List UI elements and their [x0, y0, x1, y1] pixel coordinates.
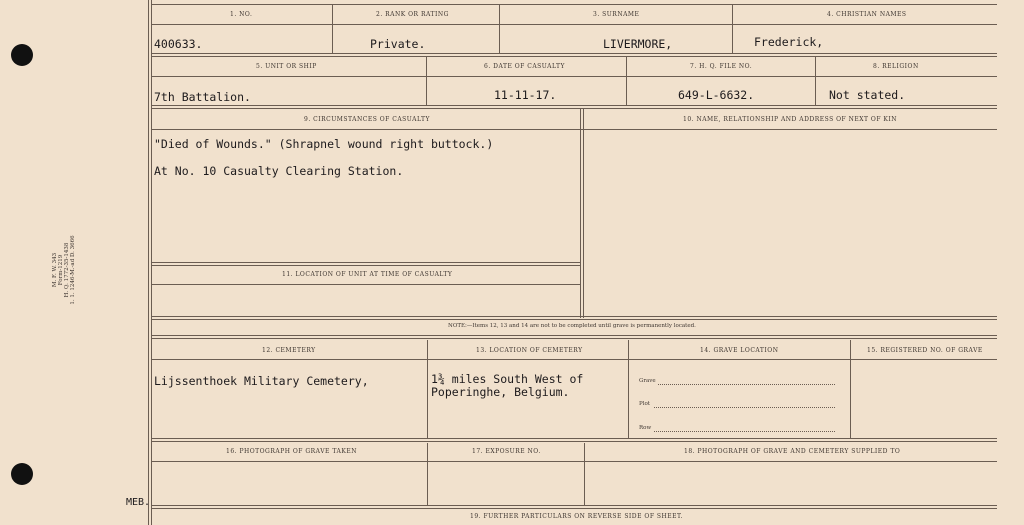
circumstances-line-1: "Died of Wounds." (Shrapnel wound right buttock.)	[154, 137, 494, 151]
header-grave-location: 14. GRAVE LOCATION	[700, 347, 779, 354]
form-code: M. F. W. 343 Form-1219 H. Q. 1772-35-1438 1. 1. 1246-M.-ad D. 3666	[52, 235, 76, 305]
header-next-of-kin: 10. NAME, RELATIONSHIP AND ADDRESS OF NEXT OF KIN	[683, 116, 898, 123]
surname-value: LIVERMORE,	[603, 37, 673, 51]
header-exposure-no: 17. EXPOSURE NO.	[472, 448, 541, 455]
service-number: 400633.	[154, 37, 203, 51]
header-unit: 5. UNIT OR SHIP	[256, 63, 317, 70]
clerk-initials: MEB.	[126, 497, 151, 508]
religion-value: Not stated.	[829, 88, 906, 102]
punch-hole-bottom	[11, 463, 33, 485]
header-unit-location: 11. LOCATION OF UNIT AT TIME OF CASUALTY	[282, 271, 453, 278]
header-date: 6. DATE OF CASUALTY	[484, 63, 565, 70]
rank-value: Private.	[370, 37, 426, 51]
punch-hole-top	[11, 44, 33, 66]
cemetery-value: Lijssenthoek Military Cemetery,	[154, 374, 369, 388]
header-cemetery-location: 13. LOCATION OF CEMETERY	[476, 347, 583, 354]
header-surname: 3. SURNAME	[593, 11, 640, 18]
note-text: NOTE:—Items 12, 13 and 14 are not to be completed until grave is permanently located.	[448, 323, 696, 329]
date-value: 11-11-17.	[494, 88, 557, 102]
header-rank: 2. RANK OR RATING	[376, 11, 449, 18]
christian-names-value: Frederick,	[754, 35, 824, 49]
plot-label: Plot	[639, 401, 650, 407]
header-circumstances: 9. CIRCUMSTANCES OF CASUALTY	[304, 116, 430, 123]
header-religion: 8. RELIGION	[873, 63, 919, 70]
circumstances-line-2: At No. 10 Casualty Clearing Station.	[154, 164, 404, 178]
header-christian-names: 4. CHRISTIAN NAMES	[827, 11, 907, 18]
cemetery-location-line-1: 1¾ miles South West of	[431, 372, 584, 386]
grave-label: Grave	[639, 378, 656, 384]
header-photo-taken: 16. PHOTOGRAPH OF GRAVE TAKEN	[226, 448, 357, 455]
header-registered-no: 15. REGISTERED NO. OF GRAVE	[867, 347, 983, 354]
file-no-value: 649-L-6632.	[678, 88, 755, 102]
header-cemetery: 12. CEMETERY	[262, 347, 316, 354]
cemetery-location-line-2: Poperinghe, Belgium.	[431, 385, 570, 399]
header-further-particulars: 19. FURTHER PARTICULARS ON REVERSE SIDE OF SHEET.	[470, 513, 684, 520]
row-label: Row	[639, 425, 652, 431]
header-file-no: 7. H. Q. FILE NO.	[690, 63, 753, 70]
header-number: 1. NO.	[230, 11, 253, 18]
unit-value: 7th Battalion.	[154, 90, 251, 104]
header-photo-supplied: 18. PHOTOGRAPH OF GRAVE AND CEMETERY SUPPLIED TO	[684, 448, 901, 455]
